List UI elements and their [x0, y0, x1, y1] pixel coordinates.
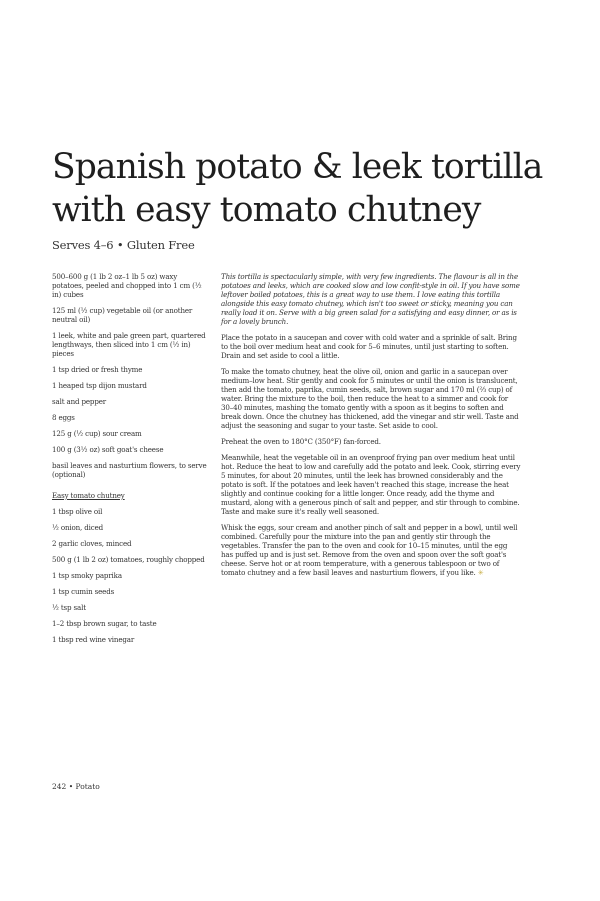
ingredients-column — [52, 272, 210, 651]
chutney-ingredient-item: ½ onion, diced — [52, 523, 104, 532]
chutney-ingredient-item: 2 garlic cloves, minced — [52, 539, 132, 548]
method-step: Whisk the eggs, sour cream and another pinch of salt and pepper in a bowl, until well combined. Carefully pour the mixture into the pan and gently stir through the vegetables. Transfer the pan to the oven and cook for 10–15 minutes, until the egg has puffed up and is just set. Remove from the oven and spoon over the soft goat's cheese. Serve hot or at room temperature, with a generous tablespoon or two of tomato chutney and a few basil leaves and nasturtium flowers, if you like. — [221, 523, 518, 577]
chutney-ingredient-item: 500 g (1 lb 2 oz) tomatoes, roughly chopped — [52, 555, 205, 564]
chutney-ingredient-item: 1 tbsp red wine vinegar — [52, 635, 135, 644]
ingredient-item: 1 heaped tsp dijon mustard — [52, 381, 147, 390]
method-step: To make the tomato chutney, heat the olive oil, onion and garlic in a saucepan over medium–low heat. Stir gently and cook for 5 minutes or until the onion is translucent, then add the tomato, paprika, cumin seeds, salt, brown sugar and 170 ml (⅔ cup) of water. Bring the mixture to the boil, then reduce the heat to a simmer and cook for 30–40 minutes, mashing the tomato gently with a spoon as it begins to soften and break down. Once the chutney has thickened, add the vinegar and stir well. Taste and adjust the seasoning and sugar to your taste. Set aside to cool. — [221, 367, 519, 430]
chutney-ingredient-item: 1–2 tbsp brown sugar, to taste — [52, 619, 157, 628]
page-title-line-1: Spanish potato & leek tortilla — [52, 147, 543, 187]
page-title — [52, 146, 572, 232]
end-mark-icon: ✳ — [477, 568, 484, 577]
ingredient-item: 125 g (½ cup) sour cream — [52, 429, 142, 438]
recipe-intro: This tortilla is spectacularly simple, with very few ingredients. The flavour is all in the potatoes and leeks, which are cooked slow and low confit-style in oil. If you have some leftover boiled potatoes, this is a great way to use them. I love eating this tortilla alongside this easy tomato chutney, which isn't too sweet or sticky, meaning you can really load it on. Serve with a big green salad for a satisfying and easy dinner, or as is for a lovely brunch. — [221, 272, 520, 326]
chutney-ingredient-item: 1 tsp cumin seeds — [52, 587, 115, 596]
ingredient-item: 1 tsp dried or fresh thyme — [52, 365, 143, 374]
method-step: Preheat the oven to 180°C (350°F) fan-forced. — [221, 437, 381, 446]
ingredient-item: 100 g (3½ oz) soft goat's cheese — [52, 445, 164, 454]
ingredient-item: 1 leek, white and pale green part, quartered lengthways, then sliced into 1 cm (½ in) pieces — [52, 331, 206, 358]
page-title-line-2: with easy tomato chutney — [52, 190, 481, 230]
chutney-ingredient-item: 1 tbsp olive oil — [52, 507, 103, 516]
page-footer: 242 • Potato — [52, 782, 100, 791]
method-step: Place the potato in a saucepan and cover with cold water and a sprinkle of salt. Bring to the boil over medium heat and cook for 5–6 minutes, until just starting to soften. Drain and set aside to cool a little. — [221, 333, 517, 360]
method-column — [221, 272, 521, 584]
chutney-ingredient-item: 1 tsp smoky paprika — [52, 571, 122, 580]
ingredient-item: basil leaves and nasturtium flowers, to serve (optional) — [52, 461, 207, 479]
ingredient-item: salt and pepper — [52, 397, 106, 406]
ingredient-item: 500–600 g (1 lb 2 oz–1 lb 5 oz) waxy potatoes, peeled and chopped into 1 cm (½ in) cubes — [52, 272, 202, 299]
method-step: Meanwhile, heat the vegetable oil in an ovenproof frying pan over medium heat until hot. Reduce the heat to low and carefully add the potato and leek. Cook, stirring every 5 minutes, for about 20 minutes, until the leek has browned considerably and the potato is soft. If the potatoes and leek haven't reached this stage, increase the heat slightly and continue cooking for a little longer. Once ready, add the thyme and mustard, along with a generous pinch of salt and pepper, and stir through to combine. Taste and make sure it's really well seasoned. — [221, 453, 521, 516]
ingredient-item: 8 eggs — [52, 413, 75, 422]
recipe-subtitle: Serves 4–6 • Gluten Free — [52, 238, 195, 252]
method-step-last — [221, 523, 521, 577]
ingredient-item: 125 ml (½ cup) vegetable oil (or another neutral oil) — [52, 306, 193, 324]
chutney-heading: Easy tomato chutney — [52, 491, 125, 500]
chutney-ingredient-item: ½ tsp salt — [52, 603, 86, 612]
